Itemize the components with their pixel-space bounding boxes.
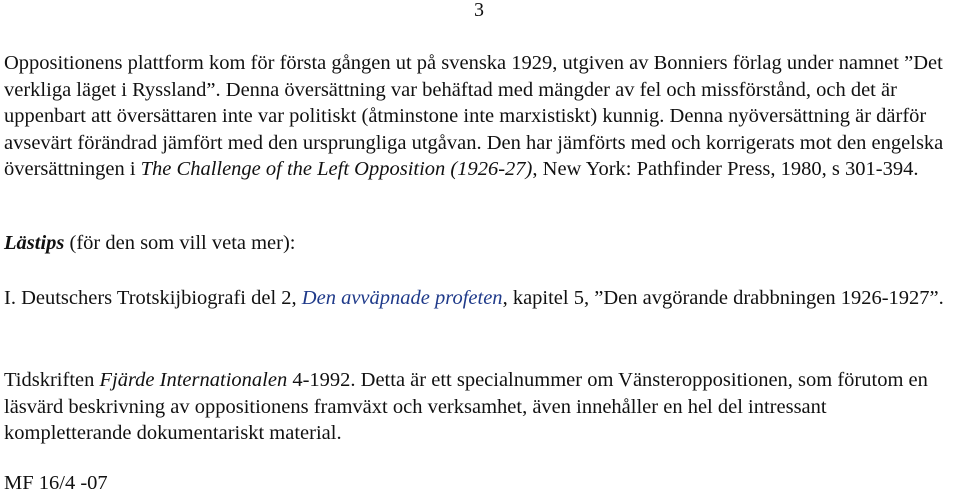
prophet-disarmed-link[interactable]: Den avväpnade profeten xyxy=(301,287,503,309)
book-title: The Challenge of the Left Opposition (1926-27) xyxy=(140,158,533,180)
journal-text: Tidskriften xyxy=(4,369,100,391)
reading-tips-subtitle: (för den som vill veta mer): xyxy=(64,232,296,254)
journal-title: Fjärde Internationalen xyxy=(99,369,288,391)
intro-text-end: , New York: Pathfinder Press, 1980, s 301-394. xyxy=(532,158,919,180)
page-number: 3 xyxy=(474,0,484,21)
reading-tips-label: Lästips xyxy=(4,232,65,254)
journal-text-end: 4-1992. Detta är ett specialnummer om Vänsteroppositionen, som förutom en läsvärd beskrivning av oppositionens framväxt och verksamhet, även innehåller en hel del intressant kompletterande dokumentariskt material. xyxy=(4,369,928,444)
footer-note: MF 16/4 -07 xyxy=(4,472,108,494)
reading-item-deutscher xyxy=(4,285,957,312)
reading-item-journal xyxy=(4,367,957,447)
intro-text: Oppositionens plattform kom för första gången ut på svenska 1929, utgiven av Bonniers förlag under namnet ”Det verkliga läget i Ryssland”. Denna översättning var behäftad med mängder av fel och missförstånd, och det är uppenbart att översättaren inte var politiskt (åtminstone inte marxistiskt) kunnig. Denna nyöversättning är därför avsevärt förändrad jämfört med den ursprungliga utgåvan. Den har jämförts med och korrigerats mot den engelska översättningen i xyxy=(4,52,944,180)
deutscher-text-end: , kapitel 5, ”Den avgörande drabbningen 1926-1927”. xyxy=(502,287,944,309)
deutscher-text: I. Deutschers Trotskijbiografi del 2, xyxy=(4,287,302,309)
intro-paragraph xyxy=(4,50,957,183)
reading-tips-heading xyxy=(4,230,957,257)
